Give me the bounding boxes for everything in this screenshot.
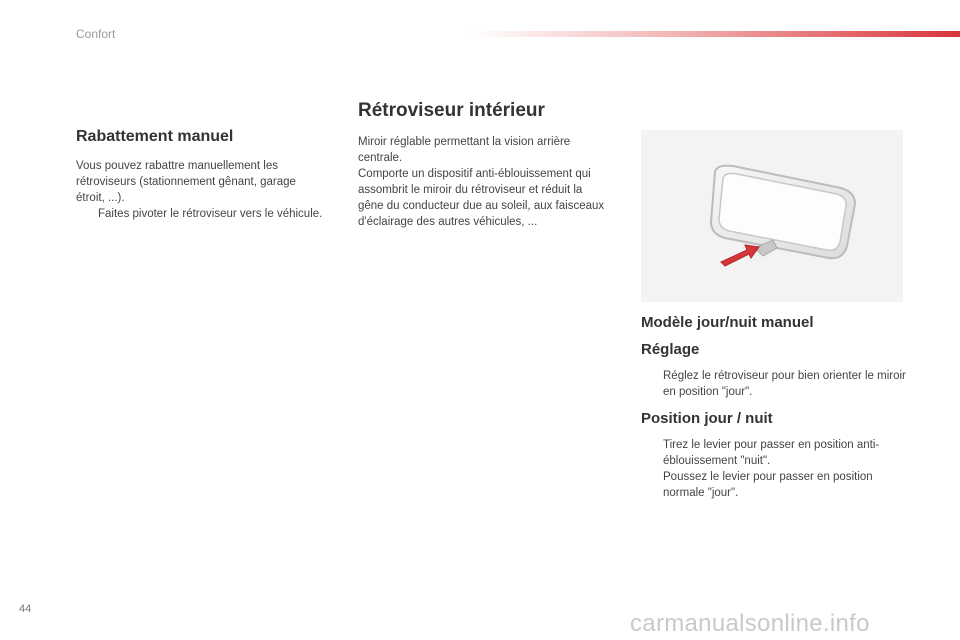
interior-mirror-para2: Comporte un dispositif anti-éblouissement qui assombrit le miroir du rétroviseur et réduit la gêne du conducteur due au soleil, aux faisceaux d'éclairage des autres véhicules, ... [358,168,605,228]
section-label: Confort [76,27,116,41]
reglage-title: Réglage [641,341,700,358]
position-bullet-1-text: Tirez le levier pour passer en position anti-éblouissement "nuit". [663,439,880,467]
interior-mirror-title: Rétroviseur intérieur [358,100,545,121]
position-bullet-1 [641,437,906,469]
position-bullet-2 [641,469,906,501]
position-bullet-2-text: Poussez le levier pour passer en position normale "jour". [663,471,873,499]
header-accent-bar [470,31,960,37]
day-night-title: Modèle jour/nuit manuel [641,314,814,331]
reglage-bullet-text: Réglez le rétroviseur pour bien orienter le miroir en position "jour". [663,370,906,398]
day-night-section [641,314,906,501]
folding-paragraph: Vous pouvez rabattre manuellement les rétroviseurs (stationnement gênant, garage étroit, ...). [76,160,296,204]
position-title: Position jour / nuit [641,410,773,427]
folding-title: Rabattement manuel [76,128,234,145]
watermark: carmanualsonline.info [630,610,870,637]
mirror-illustration [641,130,903,302]
interior-mirror-para1: Miroir réglable permettant la vision arrière centrale. [358,136,571,164]
folding-bullet [76,206,326,222]
folding-section [76,128,326,222]
rear-view-mirror-icon [641,130,903,302]
interior-mirror-section [358,100,608,230]
reglage-bullet [641,368,906,400]
page-number: 44 [19,603,32,615]
folding-bullet-text: Faites pivoter le rétroviseur vers le véhicule. [98,208,323,220]
